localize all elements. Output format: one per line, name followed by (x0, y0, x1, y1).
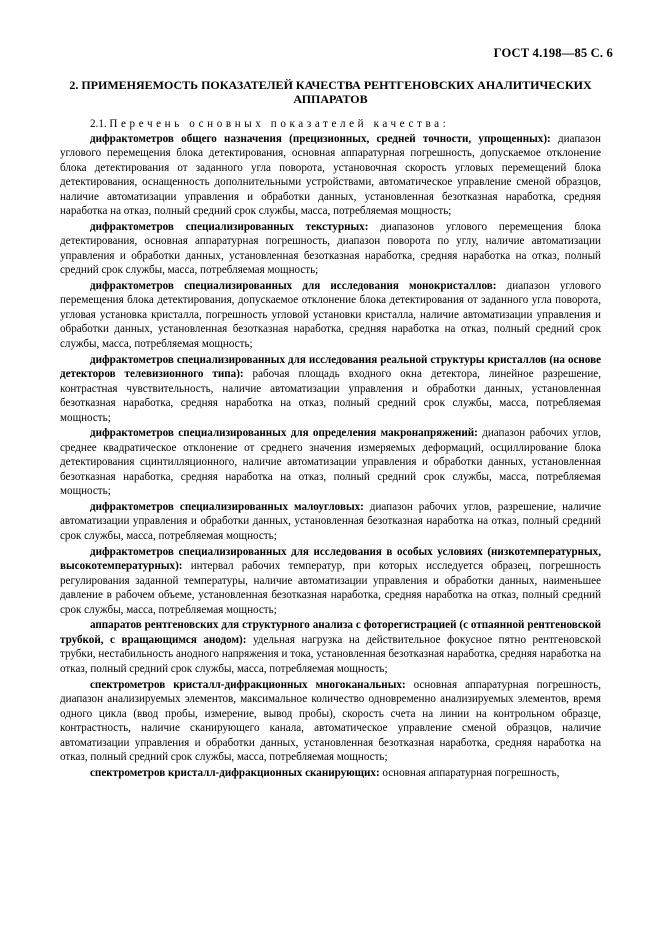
paragraph-text: диапазон углового перемещения блока детектирования, допускаемое отклонение блока детектирования от заданного угла поворота, угловая установка кристалла, погрешность угловой установки кристалла, наличие автоматизации управления и обработки данных, установленная безотказная наработка, средняя наработка на отказ, полный средний срок службы, масса, потребляемая мощность; (60, 279, 601, 350)
paragraph-term: дифрактометров специализированных для определения макронапряжений: (90, 427, 478, 440)
paragraph-term: дифрактометров специализированных для исследования в особых условиях (низкотемпературных, высокотемпературных): (60, 545, 601, 573)
paragraph-3 (60, 279, 601, 352)
intro-line (60, 117, 601, 132)
paragraph-term: дифрактометров специализированных для исследования реальной структуры кристаллов (на основе детекторов телевизионного типа): (60, 353, 601, 381)
paragraph-8 (60, 618, 601, 676)
paragraph-4 (60, 353, 601, 426)
document-body (60, 117, 601, 781)
paragraph-term: спектрометров кристалл-дифракционных многоканальных: (90, 678, 406, 691)
page-header: ГОСТ 4.198—85 С. 6 (493, 46, 613, 60)
paragraph-term: аппаратов рентгеновских для структурного анализа с фоторегистрацией (с отпаянной рентгеновской трубкой, с вращающимся анодом): (60, 619, 601, 646)
paragraph-term: дифрактометров специализированных малоугловых: (90, 500, 364, 513)
paragraph-term: дифрактометров общего назначения (прецизионных, средней точности, упрощенных): (90, 132, 551, 145)
paragraph-9 (60, 678, 601, 765)
paragraph-text: основная аппаратурная погрешность, (379, 766, 560, 779)
paragraph-text: удельная нагрузка на действительное фокусное пятно рентгеновской трубки, нестабильность анодного напряжения и тока, установленная безотказная наработка, средняя наработка на отказ, полный средний срок службы, масса, потребляемая мощность; (60, 633, 602, 675)
paragraph-1 (60, 132, 601, 219)
paragraph-5 (60, 426, 601, 499)
paragraph-7 (60, 545, 601, 618)
clause-colon: : (442, 118, 446, 130)
paragraph-term: дифрактометров специализированных для исследования монокристаллов: (90, 279, 497, 292)
paragraph-10 (60, 766, 601, 781)
paragraph-text: рабочая площадь входного окна детектора, линейное разрешение, контрастная чувствительность, наличие автоматизации управления и обработки данных, установленная безотказная наработка, средняя наработка на отказ, полный средний срок службы, масса, потребляемая мощность; (60, 368, 601, 424)
clause-heading: Перечень основных показателей качества (109, 118, 443, 130)
paragraph-text: диапазон углового перемещения блока детектирования, основная аппаратурная погрешность, допускаемое отклонение блока детектирования от заданного угла поворота, установочная скорость угловых перемещений блока детектирования, оснащенность дополнительными устройствами, автоматическое управление сменой образцов, наличие автоматизации управления и обработки данных, установленная безотказная наработка, средняя наработка на отказ, полный средний срок службы, масса, потребляемая мощность; (60, 132, 601, 217)
clause-number: 2.1. (90, 118, 107, 130)
paragraph-text: диапазон рабочих углов, разрешение, наличие автоматизации управления и обработки данных, установленная безотказная наработка на отказ, полный средний срок службы, масса, потребляемая мощность; (60, 500, 601, 542)
paragraph-term: дифрактометров специализированных текстурных: (90, 220, 369, 233)
paragraph-2 (60, 220, 601, 278)
paragraph-text: диапазонов углового перемещения блока детектирования, основная аппаратурная погрешность, диапазон поворота по углу, наличие автоматизации управления и обработки данных, установленная безотказная наработка, средняя наработка на отказ, полный средний срок службы, масса, потребляемая мощность; (60, 220, 601, 277)
paragraph-text: основная аппаратурная погрешность, диапазон анализируемых элементов, максимальное количество одновременно анализируемых элементов, время одного цикла (ввод пробы, измерение, вывод пробы), скорость счета на линии на контрольном образце, контрастность, наличие сканирующего канала, автоматическое управление сменой образцов, наличие автоматизации управления и обработки данных, установленная безотказная наработка, средняя наработка на отказ, полный средний срок службы, масса, потребляемая мощность; (60, 678, 602, 763)
paragraph-6 (60, 500, 601, 544)
paragraph-term: спектрометров кристалл-дифракционных сканирующих: (90, 766, 380, 779)
paragraph-text: диапазон рабочих углов, среднее квадратическое отклонение от среднего значения измеряемых деформаций, осциллирование блока детектирования сцинтилляционного, наличие автоматизации управления и обработки данных, установленная безотказная наработка, средняя наработка на отказ, полный средний срок службы, масса, потребляемая мощность; (60, 427, 601, 498)
section-title: 2. ПРИМЕНЯЕМОСТЬ ПОКАЗАТЕЛЕЙ КАЧЕСТВА РЕНТГЕНОВСКИХ АНАЛИТИЧЕСКИХ АППАРАТОВ (69, 78, 592, 106)
paragraph-text: интервал рабочих температур, при которых исследуется образец, погрешность регулирования заданной температуры, наличие автоматизации управления и обработки данных, наименьшее давление в рабочем объеме, установленная безотказная наработка, средняя наработка на отказ, полный средний срок службы, масса, потребляемая мощность; (60, 560, 601, 616)
